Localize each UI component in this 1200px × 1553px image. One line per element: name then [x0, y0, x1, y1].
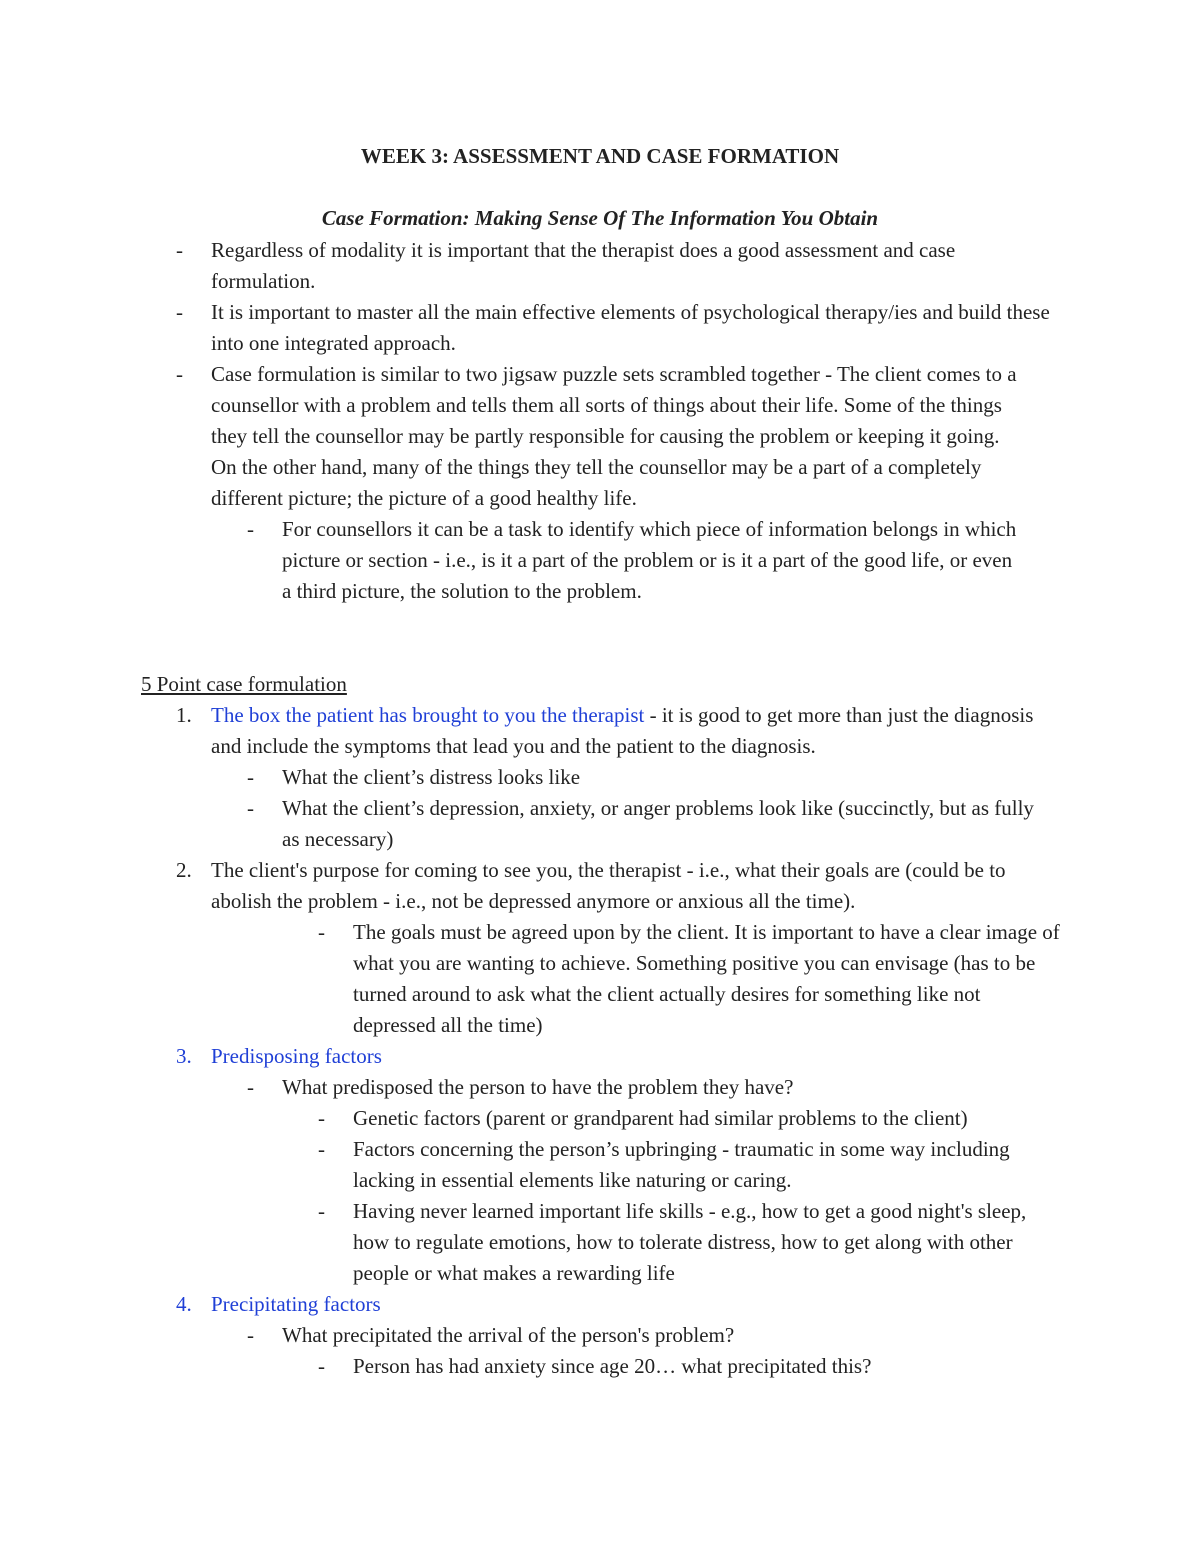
list-item	[141, 1072, 1061, 1103]
dash-marker: -	[318, 920, 325, 944]
list-item	[141, 1103, 1061, 1134]
sub-bullet-text: What predisposed the person to have the problem they have?	[282, 1075, 794, 1099]
dash-marker: -	[247, 1075, 254, 1099]
sub-sub-bullet-text: Factors concerning the person’s upbringing - traumatic in some way including lacking in essential elements like naturing or caring.	[353, 1137, 1010, 1192]
numbered-list	[141, 700, 1061, 1382]
number-marker: 3.	[176, 1044, 192, 1068]
intro-bullet-text: It is important to master all the main effective elements of psychological therapy/ies and build these into one integrated approach.	[211, 300, 1050, 355]
document-title: WEEK 3: ASSESSMENT AND CASE FORMATION	[360, 144, 840, 168]
dash-marker: -	[318, 1354, 325, 1378]
dash-marker: -	[318, 1199, 325, 1223]
list-item	[141, 1351, 1061, 1382]
sub-bullet-text: What the client’s depression, anxiety, or anger problems look like (succinctly, but as fully as necessary)	[282, 796, 1034, 851]
sub-sub-bullet-text: Genetic factors (parent or grandparent had similar problems to the client)	[353, 1106, 968, 1130]
list-item	[141, 1320, 1061, 1351]
section-heading: 5 Point case formulation	[141, 672, 347, 696]
number-marker: 4.	[176, 1292, 192, 1316]
list-item	[141, 700, 1049, 762]
list-item	[176, 235, 1056, 297]
sub-bullet-text: What precipitated the arrival of the person's problem?	[282, 1323, 735, 1347]
list-item	[176, 359, 1021, 514]
dash-marker: -	[176, 300, 183, 324]
point-text: Precipitating factors	[211, 1292, 381, 1316]
list-item	[141, 855, 1059, 917]
dash-marker: -	[247, 1323, 254, 1347]
document-subtitle: Case Formation: Making Sense Of The Information You Obtain	[321, 206, 879, 230]
intro-bullet-text: Regardless of modality it is important that the therapist does a good assessment and case formulation.	[211, 238, 956, 293]
list-item	[176, 514, 1022, 607]
sub-bullet-text: What the client’s distress looks like	[282, 765, 581, 789]
list-item	[141, 1196, 1053, 1289]
list-item	[141, 1289, 1061, 1320]
list-item	[141, 917, 1065, 1041]
point-highlight-text: The box the patient has brought to you the therapist	[211, 703, 645, 727]
sub-sub-bullet-text: Person has had anxiety since age 20… what precipitated this?	[353, 1354, 872, 1378]
list-item	[141, 762, 1061, 793]
number-marker: 1.	[176, 703, 192, 727]
number-marker: 2.	[176, 858, 192, 882]
dash-marker: -	[247, 517, 254, 541]
list-item	[141, 793, 1052, 855]
sub-bullet-text: The goals must be agreed upon by the client. It is important to have a clear image of what you are wanting to achieve. Something positive you can envisage (has to be turned around to ask what the client actually desires for something like not depressed all the time)	[353, 920, 1060, 1037]
dash-marker: -	[318, 1106, 325, 1130]
list-item	[176, 297, 1056, 359]
intro-bullet-text: Case formulation is similar to two jigsaw puzzle sets scrambled together - The client comes to a counsellor with a problem and tells them all sorts of things about their life. Some of the things they tell the counsellor may be partly responsible for causing the problem or keeping it going. On the other hand, many of the things they tell the counsellor may be a part of a completely different picture; the picture of a good healthy life.	[211, 362, 1017, 510]
intro-bullet-list	[176, 235, 1056, 607]
list-item	[141, 1134, 1043, 1196]
list-item	[141, 1041, 1061, 1072]
sub-sub-bullet-text: Having never learned important life skills - e.g., how to get a good night's sleep, how to regulate emotions, how to tolerate distress, how to get along with other people or what makes a rewarding life	[353, 1199, 1027, 1285]
point-text: The client's purpose for coming to see you, the therapist - i.e., what their goals are (could be to abolish the problem - i.e., not be depressed anymore or anxious all the time).	[211, 858, 1006, 913]
point-text: - it is good to get more than just the diagnosis and include the symptoms that lead you and the patient to the diagnosis.	[211, 703, 1034, 758]
dash-marker: -	[176, 362, 183, 386]
dash-marker: -	[176, 238, 183, 262]
intro-sub-bullet-text: For counsellors it can be a task to identify which piece of information belongs in which picture or section - i.e., is it a part of the problem or is it a part of the good life, or even a third picture, the solution to the problem.	[282, 517, 1017, 603]
dash-marker: -	[318, 1137, 325, 1161]
point-text: Predisposing factors	[211, 1044, 382, 1068]
dash-marker: -	[247, 765, 254, 789]
dash-marker: -	[247, 796, 254, 820]
